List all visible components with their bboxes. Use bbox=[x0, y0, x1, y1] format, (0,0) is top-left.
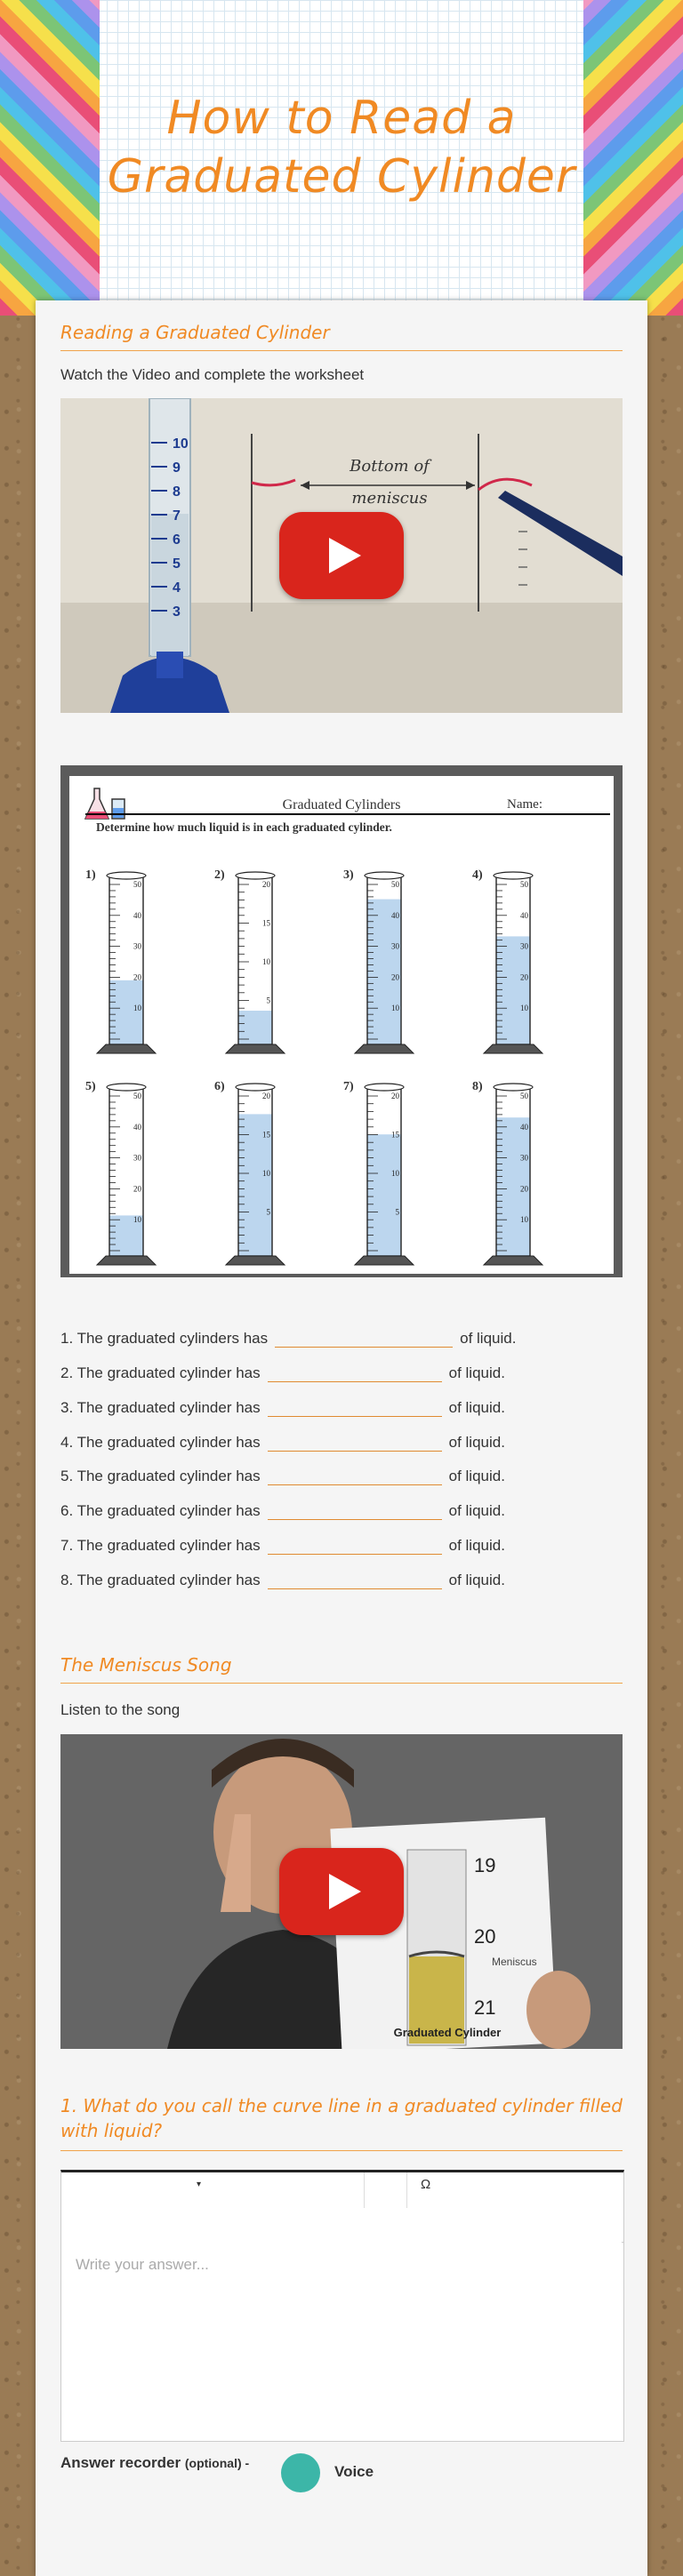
cylinder-base bbox=[484, 1256, 542, 1265]
chevron-pattern-left bbox=[0, 0, 100, 316]
cylinder-scale-label: 15 bbox=[391, 1130, 399, 1140]
video-cylinder-mark: 4 bbox=[173, 580, 181, 596]
worksheet-image bbox=[60, 765, 623, 1277]
cylinder-scale-label: 5 bbox=[266, 1207, 270, 1217]
cylinder-scale-label: 20 bbox=[391, 972, 399, 982]
page-title-line2: Graduated Cylinder bbox=[107, 150, 576, 204]
video-cylinder-mark: 10 bbox=[173, 436, 189, 452]
cylinder-base bbox=[355, 1256, 414, 1265]
graduated-cylinder-5 bbox=[97, 1084, 156, 1265]
section-subtitle-meniscus-song: Listen to the song bbox=[60, 1701, 181, 1718]
cylinder-scale-label: 20 bbox=[262, 1092, 270, 1100]
poster-mark-20: 20 bbox=[474, 1925, 496, 1948]
cylinder-base bbox=[226, 1044, 285, 1053]
special-character-icon[interactable]: Ω bbox=[421, 2177, 431, 2192]
cylinder-lip bbox=[494, 1084, 533, 1091]
video-cylinder-mark: 8 bbox=[173, 484, 181, 500]
answer-blank-6[interactable] bbox=[268, 1501, 442, 1520]
answer-input[interactable] bbox=[61, 2242, 622, 2439]
cylinder-liquid bbox=[367, 900, 401, 1044]
worksheet-title: Graduated Cylinders bbox=[282, 797, 401, 812]
cylinder-scale-label: 20 bbox=[133, 1184, 141, 1194]
question-6-suffix: of liquid. bbox=[448, 1502, 505, 1519]
video-cylinder-mark: 3 bbox=[173, 604, 181, 620]
cylinder-scale-label: 15 bbox=[262, 1130, 270, 1140]
cylinder-scale-label: 30 bbox=[133, 1153, 141, 1163]
cylinder-scale-label: 20 bbox=[520, 972, 528, 982]
question-1-suffix: of liquid. bbox=[460, 1330, 517, 1347]
voice-label: Voice bbox=[334, 2463, 374, 2480]
editor-toolbar bbox=[61, 2172, 623, 2243]
cylinder-liquid bbox=[367, 1134, 401, 1256]
cylinder-scale-label: 30 bbox=[391, 941, 399, 951]
question-8-prefix: 8. The graduated cylinder has bbox=[60, 1572, 261, 1588]
video-label-bottom-of: Bottom of bbox=[350, 457, 430, 476]
poster-mark-19: 19 bbox=[474, 1854, 496, 1876]
cylinder-scale-label: 40 bbox=[391, 910, 399, 920]
cylinder-scale-label: 20 bbox=[133, 972, 141, 982]
question-4-suffix: of liquid. bbox=[448, 1434, 505, 1451]
question-5-prefix: 5. The graduated cylinder has bbox=[60, 1468, 261, 1484]
video-cylinder-mark: 7 bbox=[173, 508, 181, 524]
cylinder-scale-label: 5 bbox=[266, 996, 270, 1005]
cylinder-number-6: 6) bbox=[214, 1080, 225, 1093]
cylinder-scale-label: 20 bbox=[262, 880, 270, 889]
cylinder-lip bbox=[107, 872, 146, 879]
question-1-prefix: 1. The graduated cylinders has bbox=[60, 1330, 269, 1347]
poster-meniscus-label: Meniscus bbox=[492, 1956, 537, 1968]
toolbar-divider bbox=[364, 2172, 365, 2208]
answer-recorder-label bbox=[60, 2454, 249, 2472]
graduated-cylinder-1 bbox=[97, 872, 156, 1053]
cylinder-scale-label: 10 bbox=[520, 1004, 528, 1013]
cylinder-number-7: 7) bbox=[343, 1080, 354, 1093]
poster-caption: Graduated Cylinder bbox=[393, 2026, 502, 2039]
question-7-prefix: 7. The graduated cylinder has bbox=[60, 1537, 261, 1554]
chevron-pattern-right bbox=[583, 0, 683, 316]
video-cylinder-mark: 9 bbox=[173, 460, 181, 476]
cylinder-scale-label: 30 bbox=[520, 1153, 528, 1163]
question-row-6 bbox=[60, 1501, 505, 1520]
question-row-7 bbox=[60, 1536, 505, 1555]
rich-text-editor bbox=[60, 2170, 624, 2442]
cylinder-number-4: 4) bbox=[472, 868, 483, 882]
worksheet-name-label: Name: bbox=[507, 797, 542, 812]
answer-blank-3[interactable] bbox=[268, 1398, 442, 1417]
cylinder-scale-label: 5 bbox=[395, 1207, 399, 1217]
cylinder-scale-label: 50 bbox=[520, 1092, 528, 1100]
question-row-4 bbox=[60, 1433, 505, 1452]
cylinder-number-5: 5) bbox=[85, 1080, 96, 1093]
cylinder-scale-label: 50 bbox=[391, 880, 399, 889]
question-row-1 bbox=[60, 1329, 516, 1348]
question-7-suffix: of liquid. bbox=[448, 1537, 505, 1554]
answer-blank-8[interactable] bbox=[268, 1571, 442, 1589]
question-row-3 bbox=[60, 1398, 505, 1417]
section-title-meniscus-song: The Meniscus Song bbox=[60, 1654, 623, 1684]
youtube-play-icon[interactable] bbox=[279, 512, 404, 599]
content-card bbox=[36, 300, 647, 2576]
video-cylinder-mark: 6 bbox=[173, 532, 181, 548]
cylinder-lip bbox=[365, 872, 404, 879]
recorder-label: Answer recorder bbox=[60, 2454, 181, 2471]
cylinder-lip bbox=[365, 1084, 404, 1091]
graduated-cylinder-3 bbox=[355, 872, 414, 1053]
cylinder-scale-label: 40 bbox=[520, 1122, 528, 1132]
question-6-prefix: 6. The graduated cylinder has bbox=[60, 1502, 261, 1519]
cylinder-scale-label: 10 bbox=[262, 957, 270, 966]
recorder-optional: (optional) - bbox=[184, 2456, 250, 2470]
cylinder-number-8: 8) bbox=[472, 1080, 483, 1093]
video-meniscus-song[interactable] bbox=[60, 1734, 623, 2049]
answer-blank-1[interactable] bbox=[275, 1329, 453, 1348]
question-3-suffix: of liquid. bbox=[448, 1399, 505, 1416]
question-2-prefix: 2. The graduated cylinder has bbox=[60, 1364, 261, 1381]
video-cylinder-mark: 5 bbox=[173, 556, 181, 572]
cylinder-scale-label: 10 bbox=[133, 1004, 141, 1013]
cylinder-number-2: 2) bbox=[214, 868, 225, 882]
cylinder-scale-label: 10 bbox=[262, 1169, 270, 1178]
cylinder-scale-label: 50 bbox=[133, 880, 141, 889]
poster-mark-21: 21 bbox=[474, 1996, 496, 2019]
page-title bbox=[100, 89, 583, 206]
cylinder-scale-label: 20 bbox=[520, 1184, 528, 1194]
answer-blank-7[interactable] bbox=[268, 1536, 442, 1555]
answer-blank-4[interactable] bbox=[268, 1433, 442, 1452]
graduated-cylinder-7 bbox=[355, 1084, 414, 1265]
question-5-suffix: of liquid. bbox=[448, 1468, 505, 1484]
graduated-cylinder-6 bbox=[226, 1084, 285, 1265]
cylinder-scale-label: 40 bbox=[133, 910, 141, 920]
worksheet-instructions: Determine how much liquid is in each graduated cylinder. bbox=[96, 820, 392, 834]
youtube-play-icon[interactable] bbox=[279, 1848, 404, 1935]
cylinder-scale-label: 40 bbox=[133, 1122, 141, 1132]
worksheet-cylinders bbox=[69, 776, 614, 1274]
cylinder-scale-label: 15 bbox=[262, 918, 270, 928]
cylinder-scale-label: 10 bbox=[520, 1215, 528, 1225]
answer-blank-2[interactable] bbox=[268, 1364, 442, 1382]
question-4-prefix: 4. The graduated cylinder has bbox=[60, 1434, 261, 1451]
cylinder-number-1: 1) bbox=[85, 868, 96, 882]
cylinder-scale-label: 30 bbox=[133, 941, 141, 951]
video-label-meniscus: meniscus bbox=[351, 489, 428, 508]
cylinder-scale-label: 10 bbox=[133, 1215, 141, 1225]
toolbar-divider bbox=[406, 2172, 407, 2208]
question-row-5 bbox=[60, 1467, 505, 1485]
cylinder-base bbox=[97, 1044, 156, 1053]
cylinder-scale-label: 40 bbox=[520, 910, 528, 920]
question-row-2 bbox=[60, 1364, 505, 1382]
cylinder-lip bbox=[494, 872, 533, 879]
cylinder-base bbox=[97, 1256, 156, 1265]
cylinder-scale-label: 50 bbox=[133, 1092, 141, 1100]
section-title-reading: Reading a Graduated Cylinder bbox=[60, 322, 623, 351]
question-8-suffix: of liquid. bbox=[448, 1572, 505, 1588]
cylinder-number-3: 3) bbox=[343, 868, 354, 882]
cylinder-scale-label: 20 bbox=[391, 1092, 399, 1100]
worksheet-page bbox=[69, 776, 614, 1274]
cylinder-base bbox=[226, 1256, 285, 1265]
cylinder-base bbox=[355, 1044, 414, 1053]
graduated-cylinder-2 bbox=[226, 872, 285, 1053]
cylinder-lip bbox=[107, 1084, 146, 1091]
record-voice-button[interactable] bbox=[281, 2453, 320, 2492]
question-row-8 bbox=[60, 1571, 505, 1589]
cylinder-base bbox=[484, 1044, 542, 1053]
cylinder-scale-label: 10 bbox=[391, 1169, 399, 1178]
video-reading-cylinder[interactable] bbox=[60, 398, 623, 713]
cylinder-scale-label: 10 bbox=[391, 1004, 399, 1013]
cylinder-scale-label: 50 bbox=[520, 880, 528, 889]
cylinder-lip bbox=[236, 1084, 275, 1091]
chevron-down-icon[interactable]: ▾ bbox=[197, 2180, 202, 2189]
question-2-suffix: of liquid. bbox=[448, 1364, 505, 1381]
graduated-cylinder-8 bbox=[484, 1084, 542, 1265]
page-header bbox=[0, 0, 683, 316]
graduated-cylinder-4 bbox=[484, 872, 542, 1053]
page-title-line1: How to Read a bbox=[166, 92, 517, 145]
question-title: 1. What do you call the curve line in a graduated cylinder filled with liquid? bbox=[60, 2093, 623, 2151]
section-subtitle-reading: Watch the Video and complete the worksheet bbox=[60, 366, 365, 383]
cylinder-scale-label: 30 bbox=[520, 941, 528, 951]
question-3-prefix: 3. The graduated cylinder has bbox=[60, 1399, 261, 1416]
cylinder-lip bbox=[236, 872, 275, 879]
answer-blank-5[interactable] bbox=[268, 1467, 442, 1485]
